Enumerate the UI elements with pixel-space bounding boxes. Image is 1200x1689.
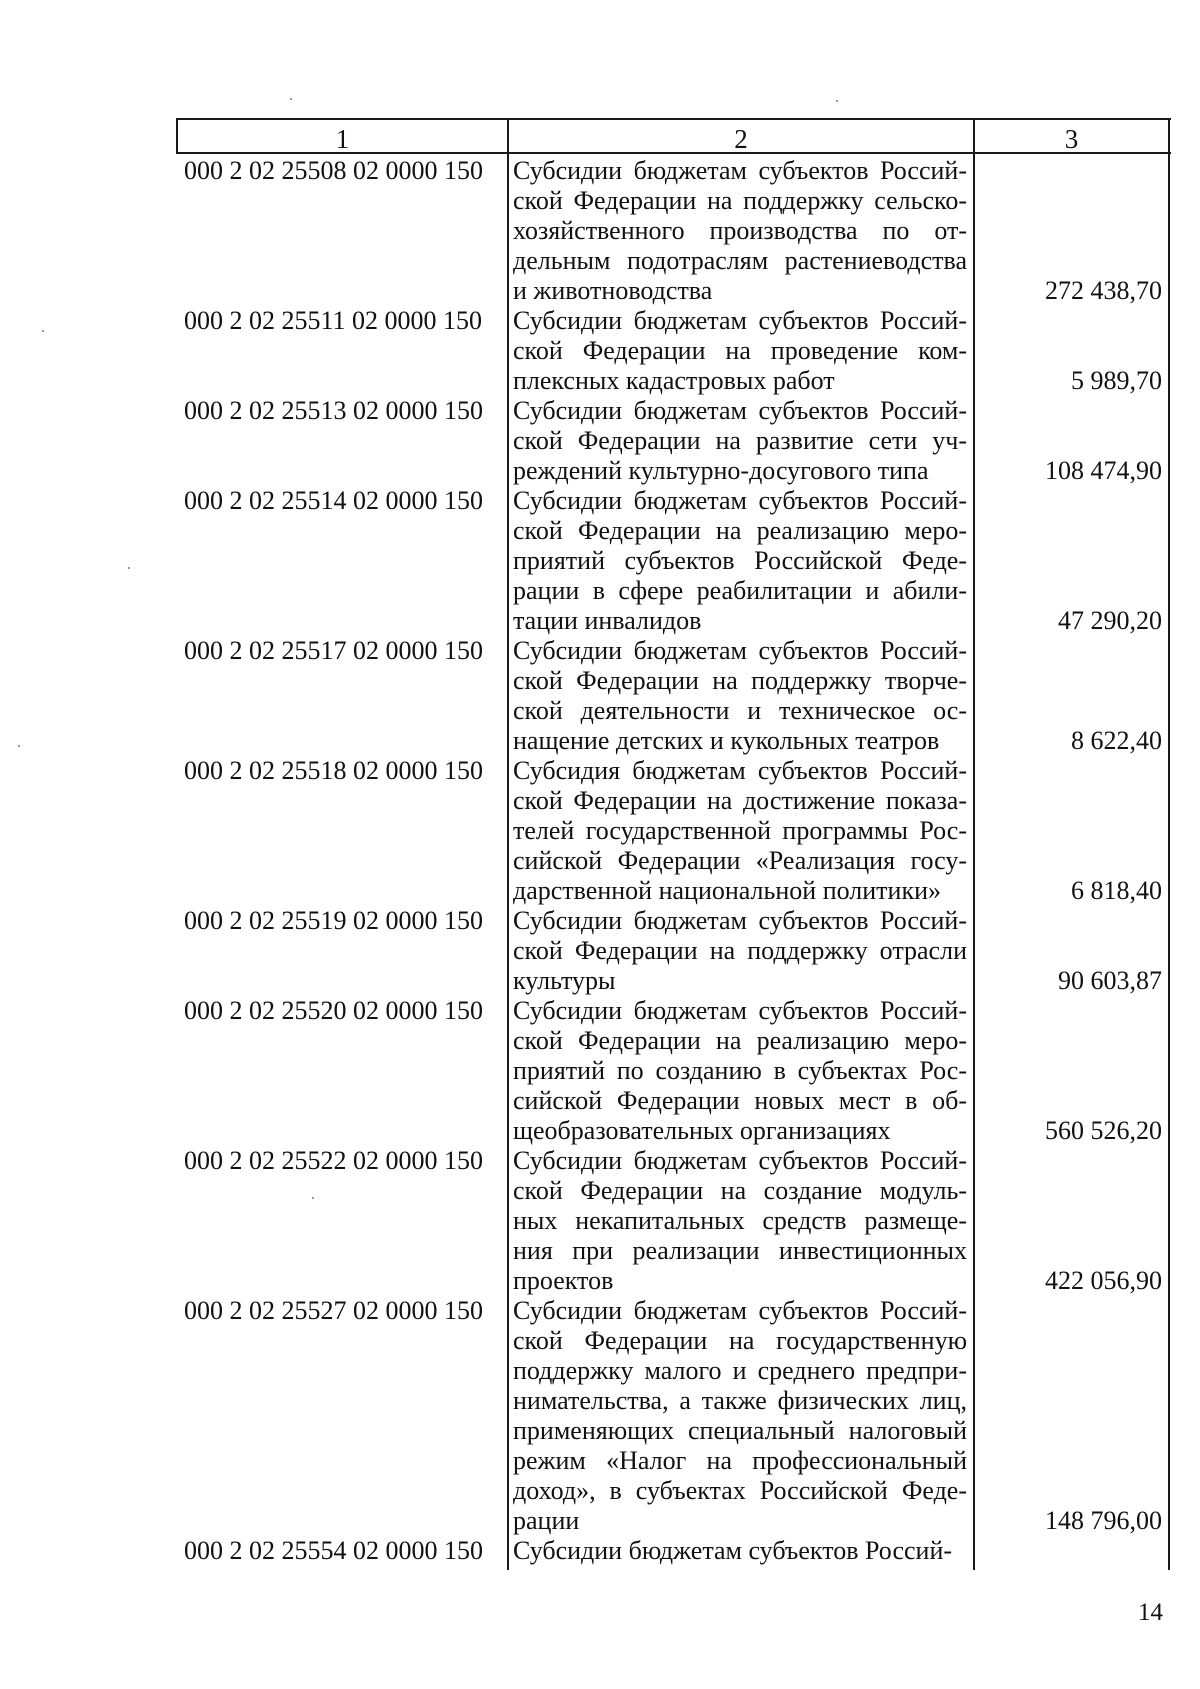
description-line: ской Федерации на развитие сети уч- [513,426,967,455]
budget-code: 000 2 02 25520 02 0000 150 [184,996,483,1025]
budget-code: 000 2 02 25554 02 0000 150 [184,1536,483,1565]
description-line: дарственной национальной политики» [513,876,941,905]
column-divider-2 [973,118,975,1570]
scan-speck [836,100,838,102]
column-header-1: 1 [335,124,350,154]
column-divider-1 [507,118,509,1570]
subsidy-description [513,156,967,306]
subsidy-description [513,396,967,486]
description-line: применяющих специальный налоговый [513,1416,967,1445]
amount-value: 90 603,87 [1058,966,1162,995]
subsidy-description [513,1296,967,1536]
description-line: культуры [513,966,616,995]
amount-value: 560 526,20 [1045,1116,1162,1145]
description-line: телей государственной программы Рос- [513,816,967,845]
scan-speck [42,330,44,332]
description-line: реждений культурно-досугового типа [513,456,929,485]
description-line: рации [513,1506,580,1535]
amount-value: 108 474,90 [1045,456,1162,485]
description-line: щеобразовательных организациях [513,1116,891,1145]
description-line: сийской Федерации новых мест в об- [513,1086,967,1115]
budget-code: 000 2 02 25517 02 0000 150 [184,636,483,665]
description-line: ской Федерации на реализацию меро- [513,516,967,545]
subsidy-description [513,1536,967,1566]
subsidy-description [513,306,967,396]
budget-code: 000 2 02 25514 02 0000 150 [184,486,483,515]
subsidy-description [513,996,967,1146]
budget-code: 000 2 02 25527 02 0000 150 [184,1296,483,1325]
description-line: дельным подотраслям растениеводства [513,246,967,275]
description-line: Субсидии бюджетам субъектов Россий- [513,636,967,665]
description-line: Субсидии бюджетам субъектов Россий- [513,906,967,935]
description-line: хозяйственного производства по от- [513,216,967,245]
description-line: ской Федерации на поддержку сельско- [513,186,967,215]
description-line: сийской Федерации «Реализация госу- [513,846,967,875]
amount-value: 148 796,00 [1045,1506,1162,1535]
description-line: ской Федерации на поддержку отрасли [513,936,967,965]
subsidy-description [513,1146,967,1296]
description-line: ской Федерации на создание модуль- [513,1176,967,1205]
subsidy-description [513,756,967,906]
subsidy-description [513,906,967,996]
description-line: режим «Налог на профессиональный [513,1446,967,1475]
description-line: Субсидии бюджетам субъектов Россий- [513,1146,967,1175]
amount-value: 5 989,70 [1071,366,1162,395]
description-line: проектов [513,1266,614,1295]
description-line: ния при реализации инвестиционных [513,1236,967,1265]
description-line: рации в сфере реабилитации и абили- [513,576,967,605]
description-line: приятий по созданию в субъектах Рос- [513,1056,967,1085]
budget-code: 000 2 02 25508 02 0000 150 [184,156,483,185]
description-line: ской Федерации на проведение ком- [513,336,967,365]
description-line: нимательства, а также физических лиц, [513,1386,967,1415]
budget-code: 000 2 02 25522 02 0000 150 [184,1146,483,1175]
amount-value: 47 290,20 [1058,606,1162,635]
budget-code: 000 2 02 25519 02 0000 150 [184,906,483,935]
budget-code: 000 2 02 25511 02 0000 150 [184,306,483,335]
subsidy-description [513,636,967,756]
description-line: Субсидии бюджетам субъектов Россий- [513,1536,953,1565]
column-header-2: 2 [734,124,748,154]
scan-speck [18,745,20,747]
scan-speck [128,567,130,569]
amount-value: 6 818,40 [1071,876,1162,905]
column-header-3: 3 [1064,124,1079,154]
description-line: Субсидии бюджетам субъектов Россий- [513,156,967,185]
amount-value: 422 056,90 [1045,1266,1162,1295]
description-line: ской Федерации на реализацию меро- [513,1026,967,1055]
description-line: плексных кадастровых работ [513,366,835,395]
budget-code: 000 2 02 25518 02 0000 150 [184,756,483,785]
page-number: 14 [1138,1599,1163,1626]
description-line: ской деятельности и техническое ос- [513,696,967,725]
scan-speck [312,1197,314,1199]
description-line: ных некапитальных средств размеще- [513,1206,967,1235]
scan-speck [290,98,292,100]
description-line: Субсидии бюджетам субъектов Россий- [513,396,967,425]
description-line: тации инвалидов [513,606,702,635]
description-line: ской Федерации на поддержку творче- [513,666,967,695]
description-line: поддержку малого и среднего предпри- [513,1356,967,1385]
description-line: ской Федерации на достижение показа- [513,786,967,815]
description-line: доход», в субъектах Российской Феде- [513,1476,967,1505]
description-line: приятий субъектов Российской Феде- [513,546,967,575]
description-line: Субсидии бюджетам субъектов Россий- [513,996,967,1025]
description-line: и животноводства [513,276,713,305]
description-line: Субсидии бюджетам субъектов Россий- [513,486,967,515]
description-line: нащение детских и кукольных театров [513,726,940,755]
subsidy-description [513,486,967,636]
table-top-border [176,118,1171,120]
description-line: Субсидия бюджетам субъектов Россий- [513,756,967,785]
budget-code: 000 2 02 25513 02 0000 150 [184,396,483,425]
table-right-border [1168,118,1170,1570]
description-line: ской Федерации на государственную [513,1326,967,1355]
description-line: Субсидии бюджетам субъектов Россий- [513,1296,967,1325]
description-line: Субсидии бюджетам субъектов Россий- [513,306,967,335]
amount-value: 8 622,40 [1071,726,1162,755]
amount-value: 272 438,70 [1045,276,1162,305]
